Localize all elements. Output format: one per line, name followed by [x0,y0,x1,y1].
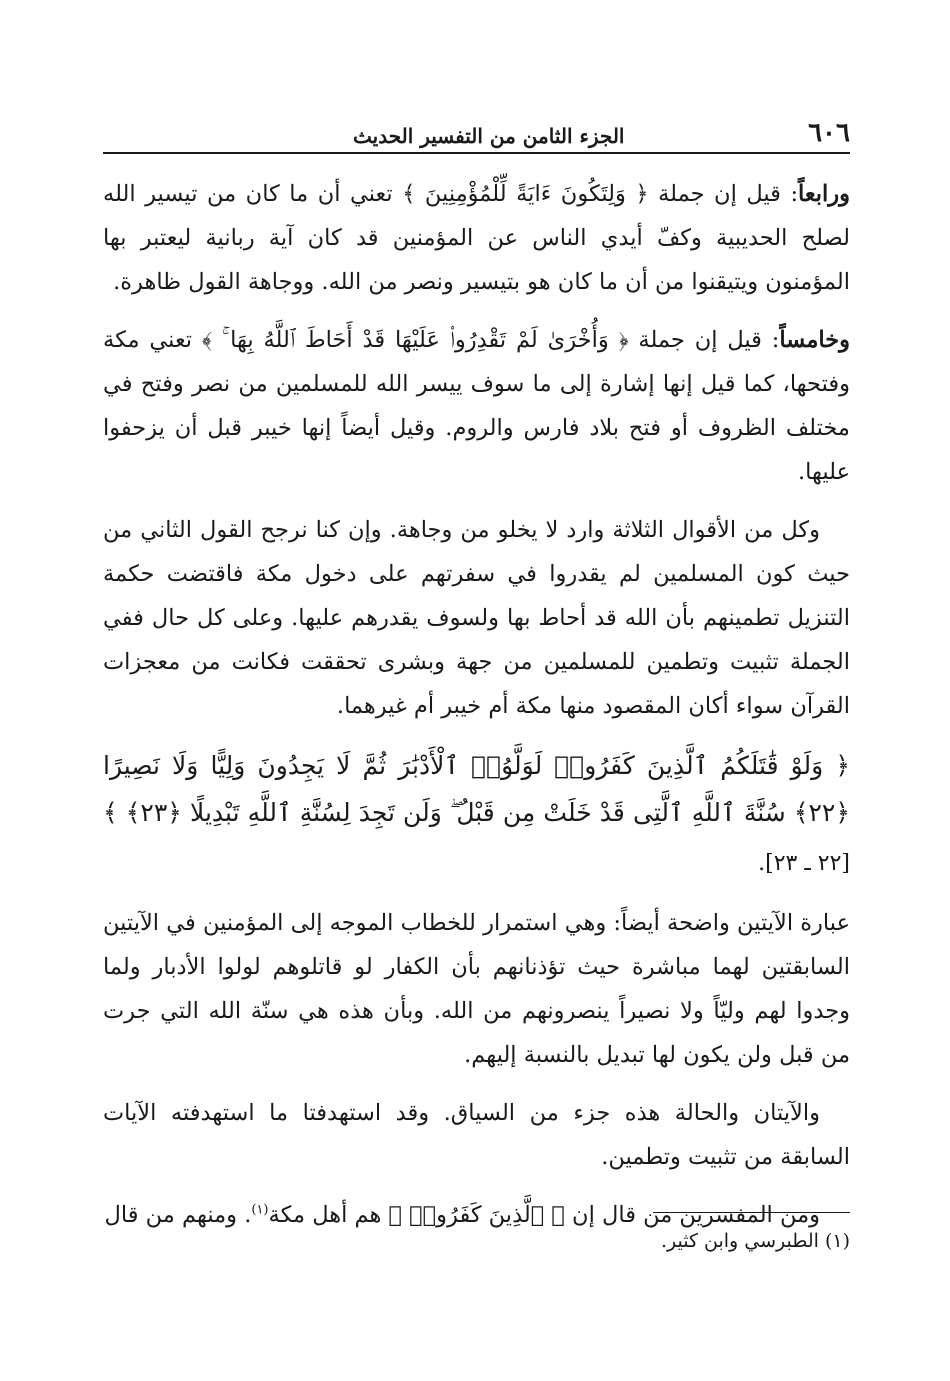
footnote-marker[interactable]: (١) [251,1202,269,1218]
page-body [103,172,850,1251]
paragraph-lead: ورابعاً [798,181,851,207]
page-header [103,112,850,154]
paragraph-text: تعني أن ما كان من تيسير الله لصلح الحديبية وكفّ أيدي الناس عن المؤمنين قد كان آية ربانية ليعتبر بها المؤمنون ويتيقنوا من أن ما كان هو بتيسير ونصر من الله. ووجاهة القول ظاهرة. [103,181,850,295]
paragraph-text: : قيل إن جملة [628,327,780,353]
page-number: ٦٠٦ [808,118,850,148]
paragraph-lead: وخامساً [779,327,850,353]
running-head: الجزء الثامن من التفسير الحديث [353,124,625,148]
paragraph-fourth [103,172,850,304]
paragraph-text: . ومنهم من قال [104,1202,252,1228]
paragraph-text: : قيل إن جملة [648,181,799,207]
quran-verse: ﴿ وَلَوْ قَٰتَلَكُمُ ٱلَّذِينَ كَفَرُوا۟ لَوَلَّوُا۟ ٱلْأَدْبَٰرَ ثُمَّ لَا يَجِدُونَ وَلِيًّا وَلَا نَصِيرًا ﴿٢٢﴾ سُنَّةَ ٱللَّهِ ٱلَّتِى قَدْ خَلَتْ مِن قَبْلُ ۖ وَلَن تَجِدَ لِسُنَّةِ ٱللَّهِ تَبْدِيلًا ﴿٢٣﴾ ﴾ [103,751,850,827]
footnote: (١) الطبرسي وابن كثير. [660,1230,850,1252]
quran-verse-block [103,742,850,887]
quran-quote: ﴿ وَأُخْرَىٰ لَمْ تَقْدِرُوا۟ عَلَيْهَا قَدْ أَحَاطَ ٱللَّهُ بِهَا ۚ ﴾ [201,327,629,353]
paragraph-context: والآيتان والحالة هذه جزء من السياق. وقد استهدفتا ما استهدفته الآيات السابقة من تثبيت وتطمين. [103,1100,850,1170]
paragraph-text: تعني مكة وفتحها، كما قيل إنها إشارة إلى ما سوف ييسر الله للمسلمين من نصر وفتح في مختلف الظروف أو فتح بلاد فارس والروم. وقيل أيضاً إنها خيبر قبل أن يزحفوا عليها. [103,327,850,485]
quran-quote: ﴿ ٱلَّذِينَ كَفَرُوا۟ ﴾ [388,1202,565,1228]
paragraph-text: هم أهل مكة [268,1202,389,1228]
verse-reference: [٢٢ ـ ٢٣]. [758,851,850,876]
footnote-divider [653,1212,850,1213]
paragraph-opinion: وكل من الأقوال الثلاثة وارد لا يخلو من وجاهة. وإن كنا نرجح القول الثاني من حيث كون المسلمين لم يقدروا في سفرتهم على دخول مكة فاقتضت حكمة التنزيل تطمينهم بأن الله قد أحاط بها ولسوف يقدرهم عليها. وعلى كل حال ففي الجملة تثبيت وتطمين للمسلمين من جهة وبشرى تحققت فكانت من معجزات القرآن سواء أكان المقصود منها مكة أم خيبر أم غيرهما. [103,517,850,719]
quran-quote: ﴿ وَلِتَكُونَ ءَايَةً لِّلْمُؤْمِنِينَ ﴾ [402,181,649,207]
paragraph-explanation: عبارة الآيتين واضحة أيضاً: وهي استمرار للخطاب الموجه إلى المؤمنين في الآيتين السابقتين لهما مباشرة حيث تؤذنانهم بأن الكفار لو قاتلوهم لولوا الأدبار ولما وجدوا لهم وليّاً ولا نصيراً ينصرونهم من الله. وبأن هذه هي سنّة الله التي جرت من قبل ولن يكون لها تبديل بالنسبة إليهم. [103,910,850,1068]
paragraph-text: ومن المفسرين من قال إن [564,1202,820,1228]
paragraph-fifth [103,318,850,494]
